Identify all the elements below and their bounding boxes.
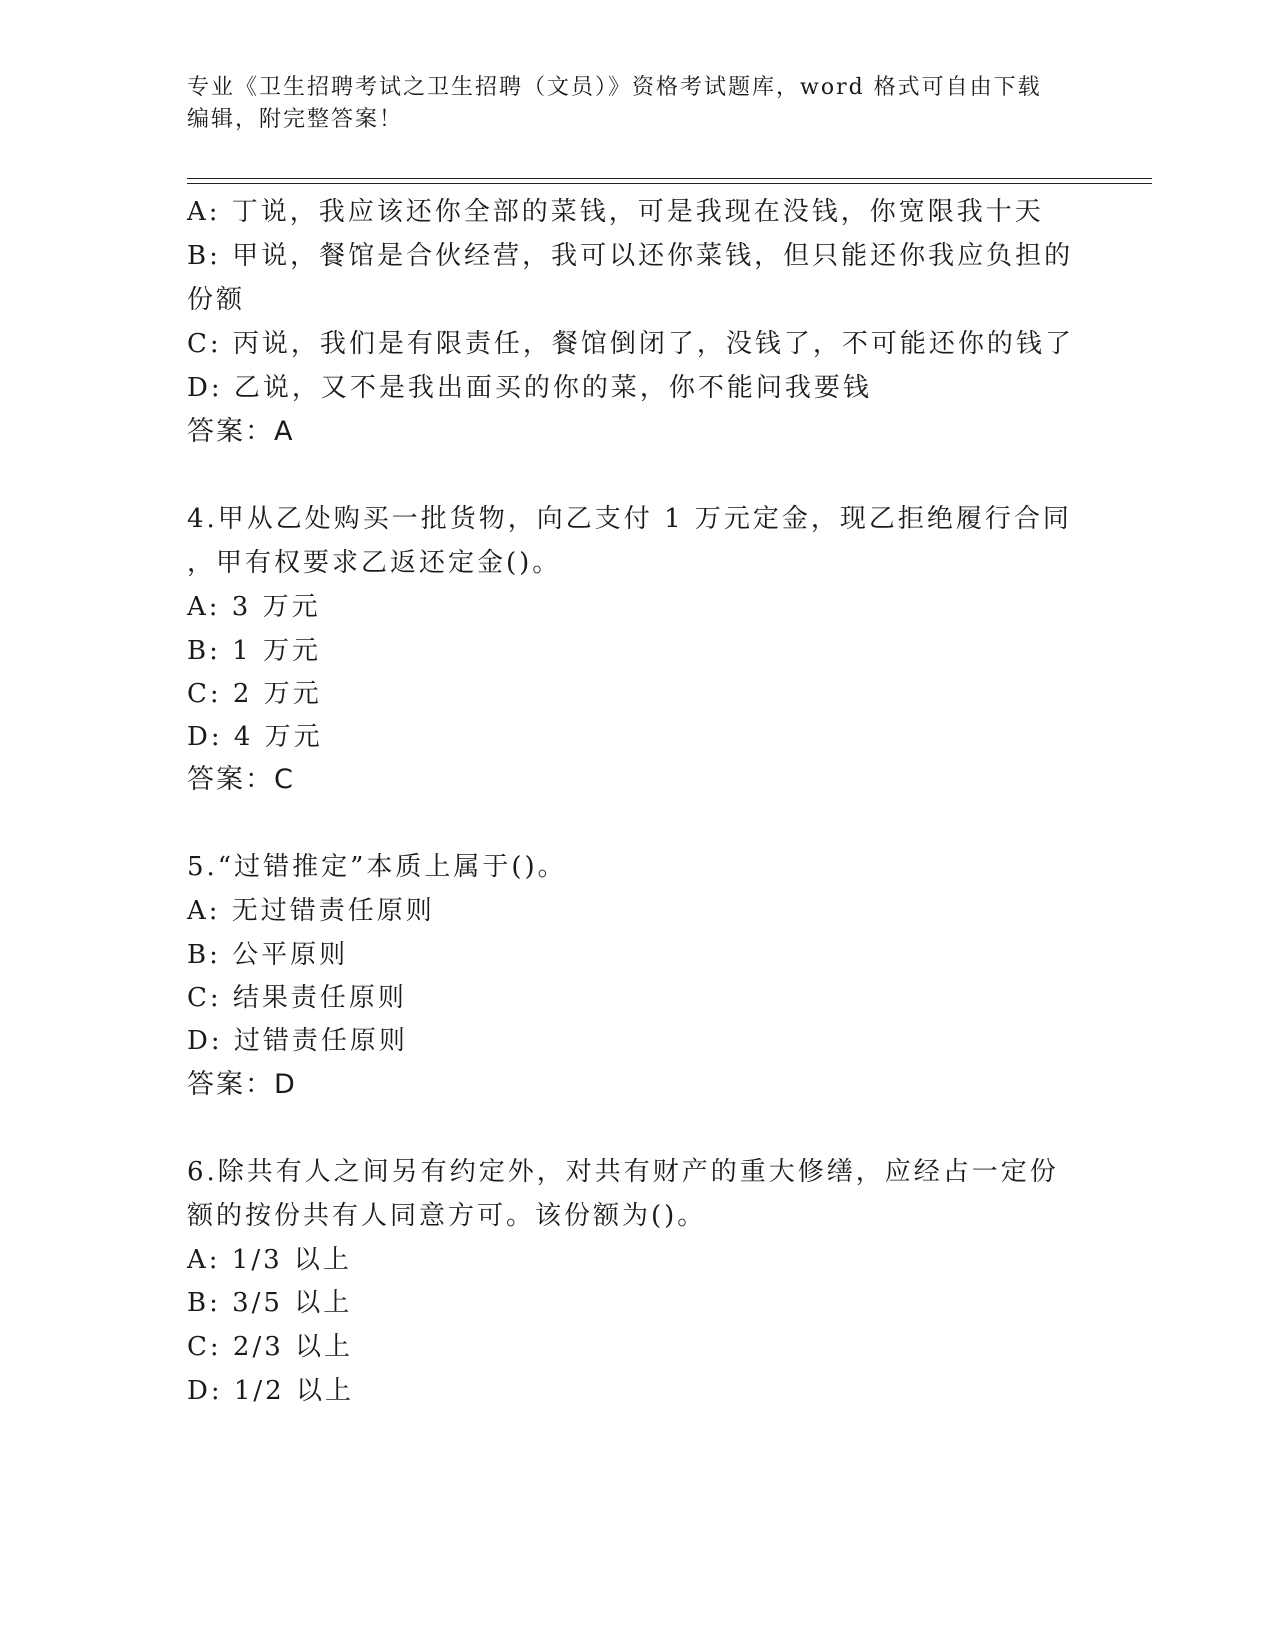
q6-option-a: A: 1/3 以上 xyxy=(187,1245,352,1275)
document-header xyxy=(187,72,1067,136)
q6-option-b: B: 3/5 以上 xyxy=(187,1288,353,1318)
q4-answer: 答案：C xyxy=(187,764,295,795)
q5-option-d: D: 过错责任原则 xyxy=(187,1026,408,1056)
q3-answer: 答案：A xyxy=(187,416,295,447)
q3-option-c: C: 丙说，我们是有限责任，餐馆倒闭了，没钱了，不可能还你的钱了 xyxy=(187,329,1074,359)
q3-option-b: B: 甲说，餐馆是合伙经营，我可以还你菜钱，但只能还你我应负担的 xyxy=(187,241,1074,271)
q5-option-a: A: 无过错责任原则 xyxy=(187,896,435,926)
q5-stem: 5.“过错推定”本质上属于()。 xyxy=(187,852,567,882)
q6-option-c: C: 2/3 以上 xyxy=(187,1332,354,1362)
q5-answer: 答案：D xyxy=(187,1069,297,1100)
q5-option-c: C: 结果责任原则 xyxy=(187,983,407,1013)
q6-option-d: D: 1/2 以上 xyxy=(187,1376,354,1406)
q4-stem: 4.甲从乙处购买一批货物，向乙支付 1 万元定金，现乙拒绝履行合同 xyxy=(187,504,1072,534)
q6-stem: 6.除共有人之间另有约定外，对共有财产的重大修缮，应经占一定份 xyxy=(187,1157,1059,1187)
q4-option-b: B: 1 万元 xyxy=(187,636,321,666)
q4-option-a: A: 3 万元 xyxy=(187,592,321,622)
header-title-line: 编辑，附完整答案！ xyxy=(187,107,404,132)
q6-stem-continued: 额的按份共有人同意方可。该份额为()。 xyxy=(187,1201,707,1231)
q4-option-c: C: 2 万元 xyxy=(187,679,322,709)
q4-stem-continued: ，甲有权要求乙返还定金()。 xyxy=(187,548,562,578)
header-divider xyxy=(187,183,1152,184)
header-title-line: 专业《卫生招聘考试之卫生招聘（文员）》资格考试题库，word 格式可自由下载 xyxy=(187,75,1042,100)
q5-option-b: B: 公平原则 xyxy=(187,940,349,970)
header-divider xyxy=(187,178,1152,179)
q3-option-b-continued: 份额 xyxy=(187,285,246,315)
q4-option-d: D: 4 万元 xyxy=(187,722,323,752)
q3-option-a: A: 丁说，我应该还你全部的菜钱，可是我现在没钱，你宽限我十天 xyxy=(187,197,1044,227)
q3-option-d: D: 乙说，又不是我出面买的你的菜，你不能问我要钱 xyxy=(187,373,872,403)
